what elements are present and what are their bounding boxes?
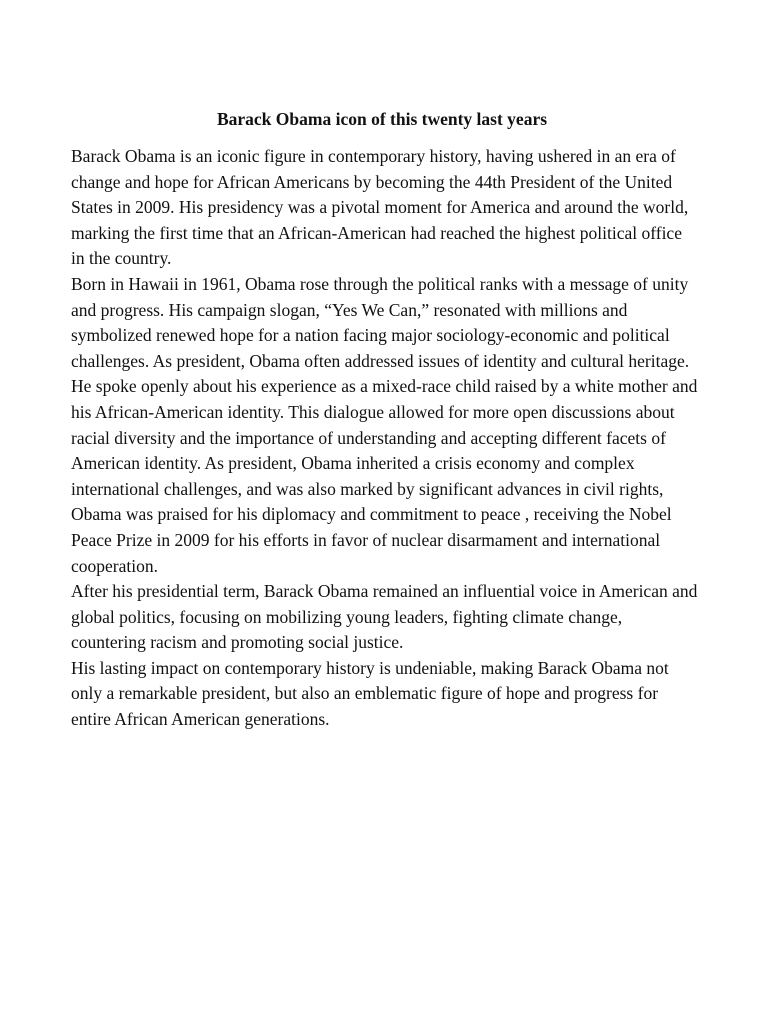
paragraph: After his presidential term, Barack Obama remained an influential voice in American and global politics, focusing on mobilizing young leaders, fighting climate change, countering racism and promoting social justice. (71, 581, 698, 653)
document-body (71, 144, 699, 733)
paragraph: His lasting impact on contemporary history is undeniable, making Barack Obama not only a remarkable president, but also an emblematic figure of hope and progress for entire African American generations. (71, 657, 669, 730)
paragraph: Barack Obama is an iconic figure in contemporary history, having ushered in an era of change and hope for African Americans by becoming the 44th President of the United States in 2009. His presidency was a pivotal moment for America and around the world, marking the first time that an African-American had reached the highest political office in the country. (71, 146, 689, 269)
paragraph: Born in Hawaii in 1961, Obama rose through the political ranks with a message of unity and progress. His campaign slogan, “Yes We Can,” resonated with millions and symbolized renewed hope for a nation facing major sociology-economic and political challenges. As president, Obama often addressed issues of identity and cultural heritage. He spoke openly about his experience as a mixed-race child raised by a white mother and his African-American identity. This dialogue allowed for more open discussions about racial diversity and the importance of understanding and accepting different facets of American identity. As president, Obama inherited a crisis economy and complex international challenges, and was also marked by significant advances in civil rights, Obama was praised for his diplomacy and commitment to peace , receiving the Nobel Peace Prize in 2009 for his efforts in favor of nuclear disarmament and international cooperation. (71, 273, 698, 576)
document-title: Barack Obama icon of this twenty last years (216, 109, 548, 129)
